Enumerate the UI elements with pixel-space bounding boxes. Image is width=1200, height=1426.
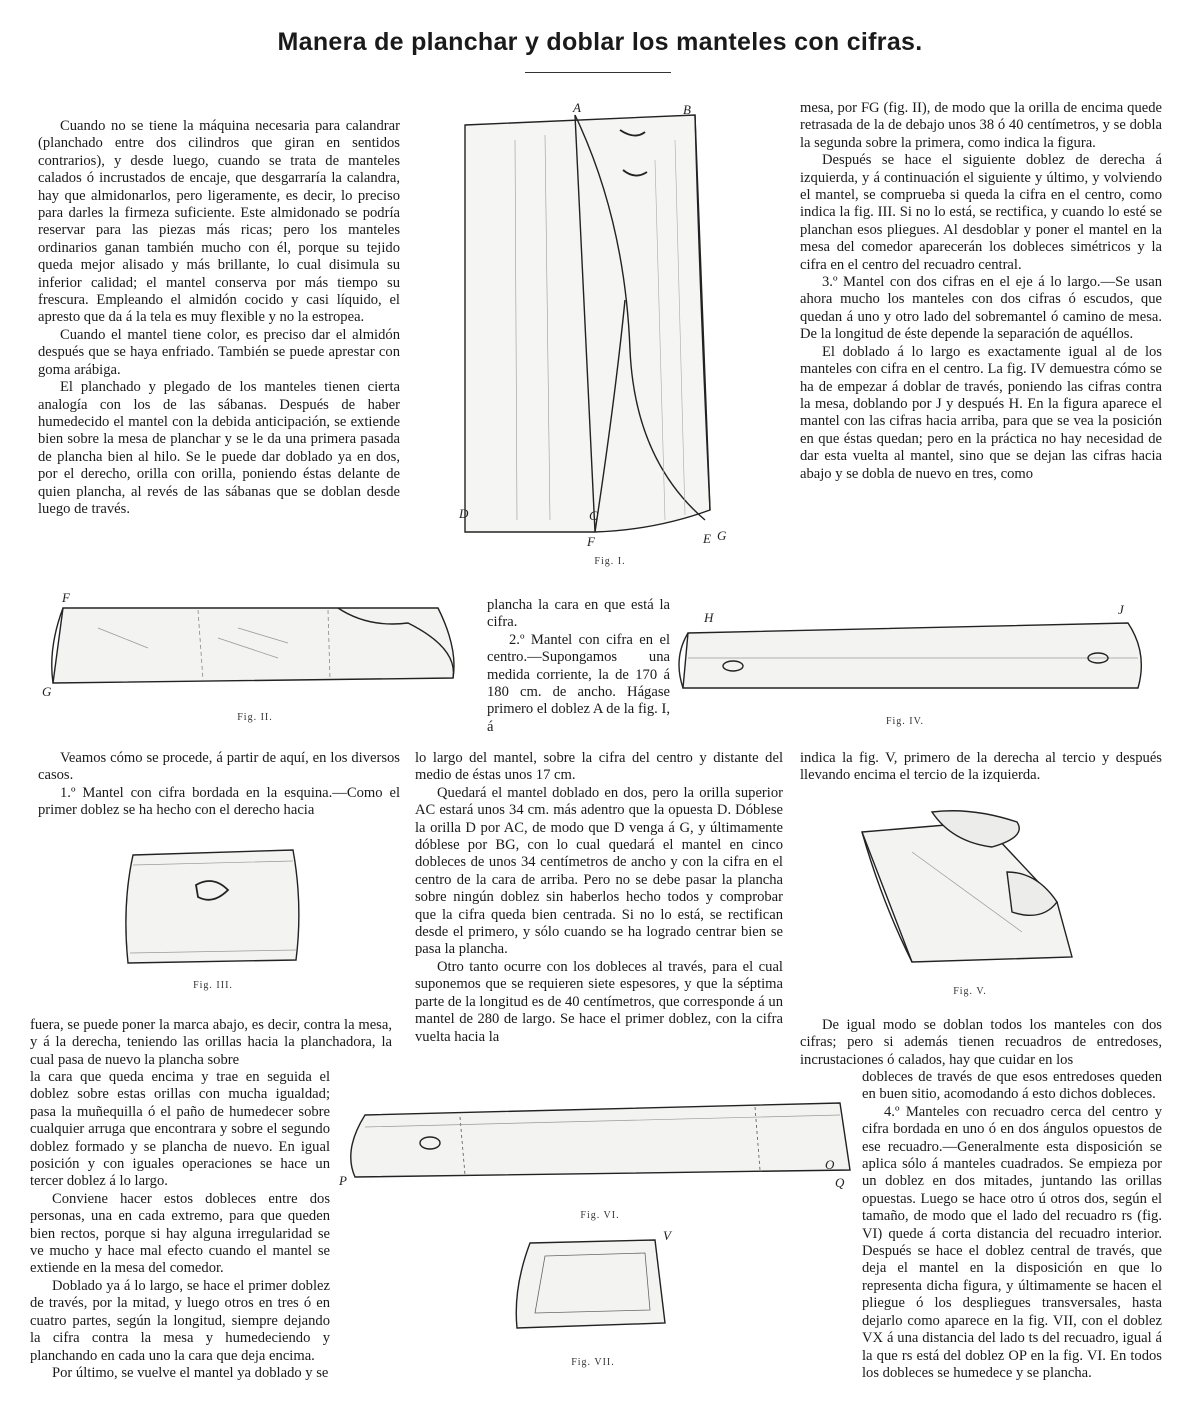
text-column-left-bottom	[30, 1069, 330, 1382]
paragraph: Veamos cómo se procede, á partir de aquí, en los diversos casos.	[38, 750, 400, 784]
paragraph: lo largo del mantel, sobre la cifra del centro y distante del medio de éstas unos 17 cm.	[415, 750, 783, 784]
paragraph: El planchado y plegado de los manteles tienen cierta analogía con los de las sábanas. Después de haber humedecido el mantel con la debida anticipación, se extiende bien sobre la mesa de planchar y se le da una primera pasada de plancha bien al hilo. Se le puede dar doblado ya en dos, por el derecho, orilla con orilla, poniendo éstas delante de quien plancha, al revés de las sábanas que se doblan desde luego de través.	[38, 379, 400, 517]
fig7-letter-v: V	[663, 1228, 671, 1243]
figure-5-illustration	[842, 792, 1082, 972]
folded-tablecloth-drawing	[505, 1228, 685, 1336]
folded-tablecloth-drawing	[455, 100, 775, 550]
folded-tablecloth-drawing	[335, 1085, 860, 1200]
fig4-letter-h: H	[704, 610, 714, 625]
paragraph: indica la fig. V, primero de la derecha al tercio y después llevando encima el tercio de la izquierda.	[800, 750, 1162, 784]
figure-6-illustration	[335, 1085, 860, 1200]
paragraph: Otro tanto ocurre con los dobleces al través, para el cual suponemos que se requieren siete espesores, y que la séptima parte de la longitud es de 40 centímetros, que corresponde á un mantel de 280 de largo. Se hace el primer doblez, con la cifra vuelta hacia la	[415, 958, 783, 1045]
paragraph: dobleces de través de que esos entredoses queden en buen sitio, acomodando á esto dichos dobleces.	[862, 1069, 1162, 1103]
paragraph: De igual modo se doblan todos los manteles con dos cifras; pero si además tienen recuadros de entredoses, incrustaciones ó calados, hay que cuidar en los	[800, 1017, 1162, 1068]
fig1-letter-c: C	[589, 508, 598, 523]
fig1-letter-d: D	[459, 506, 469, 521]
text-column-right-middle	[800, 750, 1162, 785]
fig6-letter-q: Q	[835, 1175, 845, 1190]
paragraph: plancha la cara en que está la cifra.	[487, 597, 670, 631]
figure-7-caption: Fig. VII.	[571, 1357, 615, 1368]
figure-2-caption: Fig. II.	[237, 712, 273, 723]
paragraph: 4.º Manteles con recuadro cerca del centro y cifra bordada en uno ó en dos ángulos opuestos de ese recuadro.—Generalmente esta disposición se aplica sólo á manteles cuadrados. Se empieza por un doblez en dos mitades, juntando las orillas opuestas. Luego se hace otro ú otros dos, según el tamaño, de modo que el lado del recuadro rs (fig. VI) quede á corta distancia del recuadro interior. Después se hace el doblez central de través, que deja el mantel en la disposición en que lo representa dicha figura, y últimamente se hacen el pliegue ó los despliegues transversales, hasta dejarlo como aparece en la fig. VII, con el doblez VX á una distancia del lado ts del recuadro, igual á la que rs está del doblez OP en la fig. VI. En todos los dobleces se humedece y se plancha.	[862, 1103, 1162, 1381]
paragraph: Después se hace el siguiente doblez de derecha á izquierda, y á continuación el siguiente y último, y volviendo el mantel, se comprueba si queda la cifra en el centro, como indica la fig. III. Si no lo está, se rectifica, y cuando lo esté se planchan esos pliegues. Al desdoblar y poner el mantel en la mesa del comedor aparecerán los dobleces simétricos y la cifra en el centro del recuadro central.	[800, 152, 1162, 273]
figure-1-caption: Fig. I.	[594, 556, 626, 567]
text-column-left-top	[38, 118, 400, 518]
fig1-letter-b: B	[683, 102, 691, 117]
fig1-letter-f: F	[587, 534, 595, 549]
paragraph: Quedará el mantel doblado en dos, pero la orilla superior AC estará unos 34 cm. más adentro que la opuesta D. Dóblese la orilla D por AC, de modo que D venga á G, y últimamente dóblese por BG, con lo cual quedará el mantel en cinco dobleces de unos 34 centímetros de ancho y con la cifra en el centro de la cara de arriba. Pero no se debe pasar la plancha sobre ningún doblez sin haberlos hecho todos y comprobar que la cifra queda bien centrada. Si no lo está, se rectifican desde el primero, y sólo cuando se ha logrado centrar bien se pasa la plancha.	[415, 784, 783, 958]
paragraph: El doblado á lo largo es exactamente igual al de los manteles con cifra en el centro. La fig. IV demuestra cómo se ha de empezar á doblar de través, poniendo las cifras contra la mesa, doblando por J y después H. En la figura aparece el mantel con las cifras hacia arriba, para que se vea la posición en que éstas quedan; pero en la práctica no hay necesidad de dar esta vuelta al mantel, sino que se dejan las cifras hacia abajo y se dobla de nuevo en tres, como	[800, 343, 1162, 482]
figure-5-caption: Fig. V.	[953, 986, 987, 997]
folded-tablecloth-drawing	[668, 598, 1158, 708]
fig2-letter-g: G	[42, 684, 52, 699]
fig1-letter-g: G	[717, 528, 727, 543]
title-rule	[525, 72, 671, 73]
folded-tablecloth-drawing	[38, 588, 468, 703]
paragraph: Cuando el mantel tiene color, es preciso dar el almidón después que se haya enfriado. También se puede aprestar con goma arábiga.	[38, 326, 400, 378]
paragraph: 3.º Mantel con dos cifras en el eje á lo largo.—Se usan ahora mucho los manteles con dos cifras ó escudos, que quedan á uno y otro lado del sobremantel ó camino de mesa. De la longitud de éste depende la separación de aquéllos.	[800, 274, 1162, 343]
paragraph: la cara que queda encima y trae en seguida el doblez sobre estas orillas con mucha igualdad; pasa la muñequilla ó el paño de humedecer sobre cualquier arruga que encontrara y sobre el segundo doblez formado y se plancha de nuevo. En igual posición y con iguales operaciones se hace un tercer doblez á lo largo.	[30, 1069, 330, 1190]
fig6-letter-p: P	[339, 1173, 347, 1188]
folding-hands-drawing	[842, 792, 1082, 972]
paragraph: mesa, por FG (fig. II), de modo que la orilla de encima quede retrasada de la de debajo unos 38 ó 40 centímetros, y se dobla la segunda sobre la primera, como indica la figura.	[800, 100, 1162, 151]
fig1-letter-e: E	[703, 531, 711, 546]
figure-2-illustration	[38, 588, 468, 703]
paragraph: 2.º Mantel con cifra en el centro.—Supongamos una medida corriente, la de 170 á 180 cm. de ancho. Hágase primero el doblez A de la fig. I, á	[487, 631, 670, 735]
figure-4-caption: Fig. IV.	[885, 716, 925, 727]
paragraph: Por último, se vuelve el mantel ya doblado y se	[52, 1364, 329, 1381]
figure-3-caption: Fig. III.	[193, 980, 233, 991]
paragraph: fuera, se puede poner la marca abajo, es decir, contra la mesa, y á la derecha, teniendo las orillas hacia la planchadora, la cual pasa de nuevo la plancha sobre	[30, 1017, 392, 1068]
figure-6-caption: Fig. VI.	[580, 1210, 620, 1221]
fig6-letter-o: O	[825, 1157, 835, 1172]
fig4-letter-j: J	[1118, 602, 1124, 617]
text-column-center-middle	[415, 750, 783, 1046]
fig1-letter-a: A	[573, 100, 581, 115]
text-column-left-bottom-wide	[30, 1017, 392, 1069]
paragraph: Doblado ya á lo largo, se hace el primer doblez de través, por la mitad, y luego otros en tres ó en cuatro partes, según la longitud, siempre dejando la cifra contra la mesa y humedeciendo y planchando en cada uno la cara que deja encima.	[30, 1277, 330, 1364]
figure-1-illustration	[455, 100, 775, 550]
page-title: Manera de planchar y doblar los manteles con cifras.	[277, 28, 923, 56]
figure-4-illustration	[668, 598, 1158, 708]
text-column-right-bottom	[862, 1069, 1162, 1382]
figure-7-illustration	[505, 1228, 685, 1336]
text-column-narrow-middle	[487, 597, 670, 736]
paragraph: 1.º Mantel con cifra bordada en la esquina.—Como el primer doblez se ha hecho con el derecho hacia	[38, 784, 400, 819]
figure-3-illustration	[118, 835, 308, 973]
text-column-left-middle	[38, 750, 400, 820]
text-column-right-bottom-wide	[800, 1017, 1162, 1069]
fig2-letter-f: F	[62, 590, 70, 605]
paragraph: Cuando no se tiene la máquina necesaria para calandrar (planchado entre dos cilindros que giran en sentidos contrarios), y desde luego, cuando se trata de manteles calados ó incrustados de encaje, que desgarraría la calandra, hay que almidonarlos, pero ligeramente, es decir, lo preciso para darles la firmeza suficiente. Este almidonado se podría reservar para las piezas más ricas; pero los manteles ordinarios ganan también mucho con él, porque su tejido queda mejor alisado y más brillante, lo cual disimula su inferior calidad; el mantel conserva por más tiempo su frescura. Empleando el almidón cocido y casi líquido, el apresto que da á la tela es muy flexible y no la estropea.	[38, 118, 400, 326]
paragraph: Conviene hacer estos dobleces entre dos personas, una en cada extremo, para que queden bien rectos, porque si hay alguna irregularidad se ve mucho y hace mal efecto cuando el mantel se extiende en la mesa del comedor.	[30, 1190, 330, 1277]
text-column-right-top	[800, 100, 1162, 483]
folded-tablecloth-drawing	[118, 835, 308, 973]
